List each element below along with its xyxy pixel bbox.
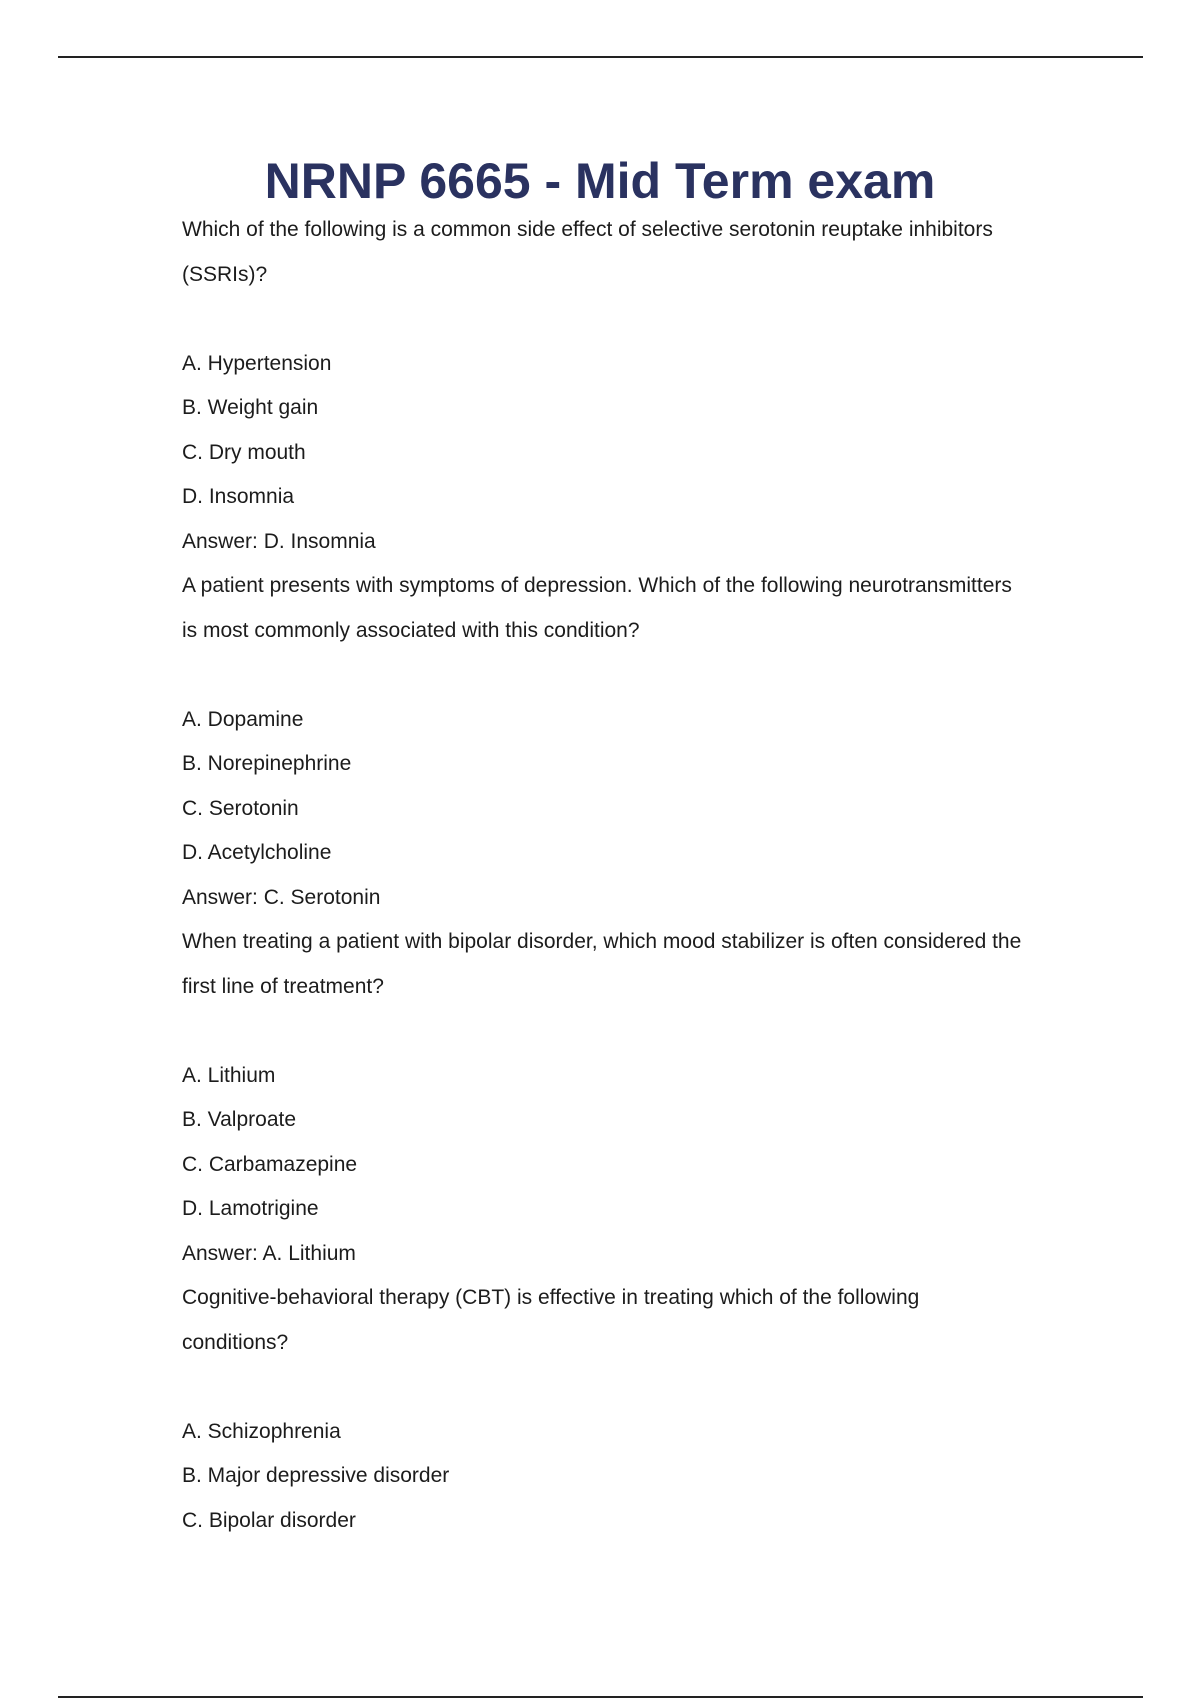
- option-c: C. Serotonin: [182, 796, 299, 820]
- option-b: B. Norepinephrine: [182, 752, 352, 775]
- page-title: NRNP 6665 - Mid Term exam: [264, 153, 936, 209]
- answer: Answer: D. Insomnia: [182, 529, 376, 553]
- option-c: C. Carbamazepine: [182, 1152, 358, 1176]
- question-2: [182, 564, 1022, 920]
- answer: Answer: A. Lithium: [182, 1241, 356, 1265]
- option-b: B. Valproate: [182, 1108, 297, 1131]
- spacer: [182, 1365, 1022, 1410]
- option-b: B. Weight gain: [182, 396, 319, 419]
- spacer: [182, 297, 1022, 342]
- question-text: A patient presents with symptoms of depression. Which of the following neurotransmitters is most commonly associated with this condition?: [182, 574, 1012, 642]
- option-d: D. Insomnia: [182, 485, 295, 508]
- spacer: [182, 653, 1022, 698]
- question-text: Cognitive-behavioral therapy (CBT) is effective in treating which of the following conditions?: [182, 1286, 920, 1354]
- question-text: When treating a patient with bipolar disorder, which mood stabilizer is often considered the first line of treatment?: [182, 930, 1022, 998]
- option-c: C. Bipolar disorder: [182, 1508, 356, 1532]
- option-c: C. Dry mouth: [182, 440, 306, 464]
- option-a: A. Hypertension: [182, 351, 332, 375]
- option-d: D. Acetylcholine: [182, 841, 332, 864]
- question-3: [182, 920, 1022, 1276]
- header-rule: [58, 56, 1143, 58]
- question-4: [182, 1276, 1022, 1543]
- option-list: [182, 698, 1022, 876]
- option-list: [182, 342, 1022, 520]
- answer: Answer: C. Serotonin: [182, 885, 381, 909]
- option-b: B. Major depressive disorder: [182, 1464, 450, 1487]
- spacer: [182, 1009, 1022, 1054]
- footer-rule: [58, 1696, 1143, 1698]
- option-d: D. Lamotrigine: [182, 1197, 319, 1220]
- option-list: [182, 1410, 1022, 1544]
- question-1: [182, 208, 1022, 564]
- exam-content: [182, 208, 1022, 1543]
- question-text: Which of the following is a common side effect of selective serotonin reuptake inhibitors (SSRIs)?: [182, 218, 993, 286]
- option-list: [182, 1054, 1022, 1232]
- option-a: A. Schizophrenia: [182, 1419, 341, 1443]
- option-a: A. Lithium: [182, 1063, 276, 1087]
- option-a: A. Dopamine: [182, 707, 304, 731]
